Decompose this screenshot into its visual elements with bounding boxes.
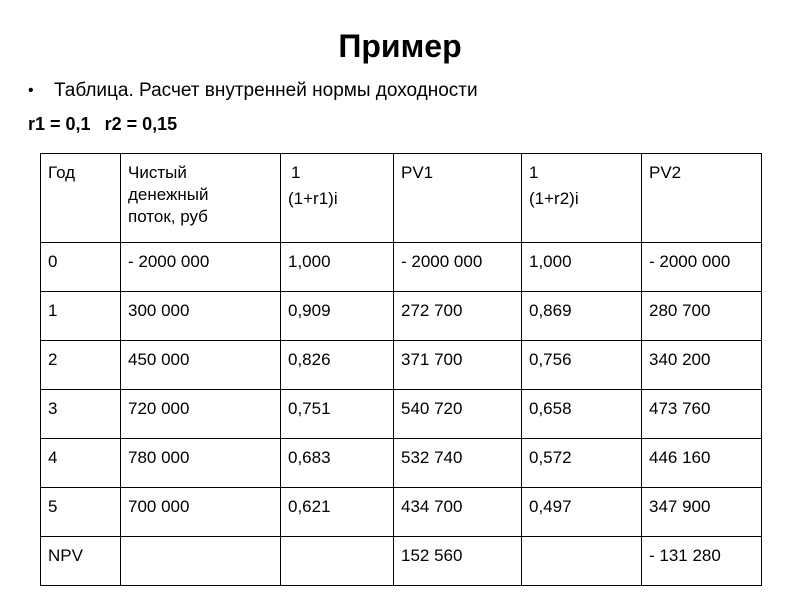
header-cashflow-line: денежный (128, 185, 209, 204)
factor1-denominator: (1+r1)i (288, 189, 338, 208)
header-pv2: PV2 (642, 154, 762, 243)
table-header-row (41, 154, 762, 243)
table-row-npv (41, 537, 762, 586)
cell-pv2: 446 160 (642, 439, 762, 488)
cell-pv1: 272 700 (394, 292, 522, 341)
cell-cashflow: 720 000 (121, 390, 281, 439)
cell-factor1: 0,683 (281, 439, 394, 488)
cell-cashflow: - 2000 000 (121, 243, 281, 292)
cell-pv1: 532 740 (394, 439, 522, 488)
cell-factor2: 0,869 (522, 292, 642, 341)
cell-year: 2 (41, 341, 121, 390)
rate-r1: r1 = 0,1 (28, 114, 91, 134)
cell-cashflow: 700 000 (121, 488, 281, 537)
cell-factor1: 0,751 (281, 390, 394, 439)
header-pv1: PV1 (394, 154, 522, 243)
cell-pv1: - 2000 000 (394, 243, 522, 292)
cell-factor2: 0,658 (522, 390, 642, 439)
cell-factor2 (522, 537, 642, 586)
cell-pv2: 473 760 (642, 390, 762, 439)
cell-year: NPV (41, 537, 121, 586)
cell-year: 4 (41, 439, 121, 488)
cell-factor2: 1,000 (522, 243, 642, 292)
cell-cashflow: 780 000 (121, 439, 281, 488)
bullet-icon: • (28, 82, 34, 99)
cell-factor1: 1,000 (281, 243, 394, 292)
table-row (41, 390, 762, 439)
cell-cashflow (121, 537, 281, 586)
header-cashflow (121, 154, 281, 243)
cell-factor2: 0,756 (522, 341, 642, 390)
header-cashflow-line: поток, руб (128, 207, 208, 226)
cell-pv2: 340 200 (642, 341, 762, 390)
discount-rates (28, 114, 177, 135)
factor2-denominator: (1+r2)i (529, 189, 579, 208)
cell-year: 1 (41, 292, 121, 341)
cell-year: 5 (41, 488, 121, 537)
cell-year: 3 (41, 390, 121, 439)
cell-pv2: - 131 280 (642, 537, 762, 586)
table-row (41, 292, 762, 341)
table-row (41, 243, 762, 292)
cell-factor1: 0,621 (281, 488, 394, 537)
cell-pv1: 152 560 (394, 537, 522, 586)
cell-factor2: 0,497 (522, 488, 642, 537)
cell-factor2: 0,572 (522, 439, 642, 488)
cell-year: 0 (41, 243, 121, 292)
cell-pv1: 540 720 (394, 390, 522, 439)
cell-factor1: 0,826 (281, 341, 394, 390)
rate-r2: r2 = 0,15 (104, 114, 178, 134)
header-cashflow-line: Чистый (128, 163, 187, 182)
page-title: Пример (338, 28, 462, 64)
table-row (41, 488, 762, 537)
factor1-numerator: 1 (291, 163, 301, 182)
cell-pv2: - 2000 000 (642, 243, 762, 292)
irr-table (40, 153, 762, 586)
cell-cashflow: 450 000 (121, 341, 281, 390)
header-year: Год (41, 154, 121, 243)
table-row (41, 439, 762, 488)
header-discount-factor-1 (281, 154, 394, 243)
bullet-item (28, 80, 478, 102)
cell-pv2: 280 700 (642, 292, 762, 341)
cell-factor1: 0,909 (281, 292, 394, 341)
cell-cashflow: 300 000 (121, 292, 281, 341)
bullet-text: Таблица. Расчет внутренней нормы доходности (54, 80, 478, 101)
header-discount-factor-2 (522, 154, 642, 243)
cell-pv1: 434 700 (394, 488, 522, 537)
cell-pv2: 347 900 (642, 488, 762, 537)
cell-factor1 (281, 537, 394, 586)
table-row (41, 341, 762, 390)
cell-pv1: 371 700 (394, 341, 522, 390)
factor2-numerator: 1 (529, 163, 539, 182)
